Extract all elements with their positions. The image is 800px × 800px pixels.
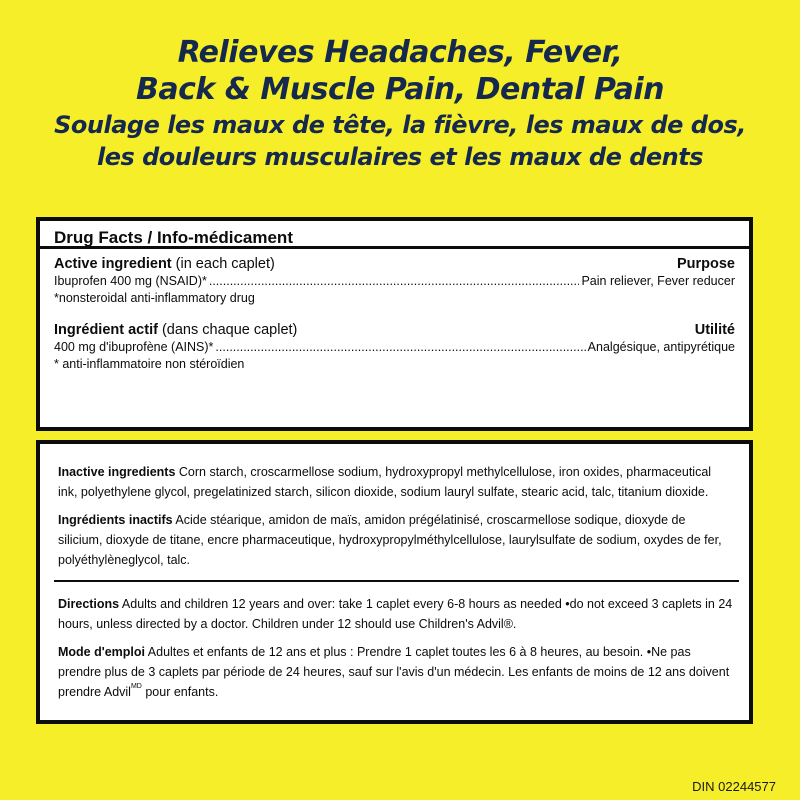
- directions-text-fr: Adultes et enfants de 12 ans et plus : Prendre 1 caplet toutes les 6 à 8 heures, au besoin. •Ne pas prendre plus de 3 caplets par période de 24 heures, sauf sur l'avis d'un médecin. Les enfants de moins de 12 ans doivent prendre Advil: [58, 645, 730, 699]
- active-ingredient-label: Active ingredient: [54, 256, 172, 272]
- headline: [0, 34, 800, 172]
- active-ingredient-note: (in each caplet): [171, 256, 275, 272]
- inactive-ingredients-fr: [58, 510, 733, 570]
- directions-text-fr-end: pour enfants.: [141, 685, 219, 699]
- purpose-label: Purpose: [676, 256, 735, 272]
- inactive-ingredients-text: Corn starch, croscarmellose sodium, hydroxypropyl methylcellulose, iron oxides, pharmaceutical ink, polyethylene glycol, pregelatinized starch, silicon dioxide, sodium lauryl sulfate, stearic acid, talc, titanium dioxide.: [58, 465, 712, 499]
- ingredient-row-fr: [54, 339, 735, 356]
- inactive-ingredients-label: Inactive ingredients: [58, 465, 176, 479]
- inactive-ingredients-text-fr: Acide stéarique, amidon de maïs, amidon prégélatinisé, croscarmellose sodique, dioxyde de silicium, dioxyde de titane, encre pharmaceutique, hydroxypropylméthylcellulose, laurylsulfate de sodium, oxydes de fer, polyéthylèneglycol, talc.: [58, 513, 722, 567]
- active-ingredient-header-fr: [54, 321, 735, 339]
- inactive-ingredients: [58, 462, 733, 502]
- headline-fr-line-1: Soulage les maux de tête, la fièvre, les maux de dos,: [54, 111, 746, 139]
- active-ingredient-header: [54, 255, 735, 273]
- headline-en-line-2: Back & Muscle Pain, Dental Pain: [136, 72, 664, 107]
- details-panel: [36, 440, 753, 724]
- ingredient-footnote: *nonsteroidal anti-inflammatory drug: [54, 291, 255, 305]
- drug-facts-panel: [36, 217, 753, 431]
- ingredient-footnote-fr: * anti-inflammatoire non stéroïdien: [54, 357, 245, 371]
- directions: [58, 594, 733, 634]
- trademark-mark: MD: [130, 683, 142, 690]
- ingredient-name: Ibuprofen 400 mg (NSAID)*: [54, 274, 207, 288]
- din-number: DIN 02244577: [692, 779, 776, 794]
- purpose-label-fr: Utilité: [694, 322, 735, 338]
- headline-en-line-1: Relieves Headaches, Fever,: [177, 35, 623, 70]
- directions-fr: [58, 642, 733, 702]
- active-ingredient-label-fr: Ingrédient actif: [54, 322, 158, 338]
- active-ingredient-note-fr: (dans chaque caplet): [157, 322, 298, 338]
- dot-leader: [209, 273, 580, 290]
- ingredient-purpose-fr: Analgésique, antipyrétique: [587, 340, 735, 354]
- headline-fr-line-2: les douleurs musculaires et les maux de dents: [96, 143, 704, 171]
- ingredient-purpose: Pain reliever, Fever reducer: [581, 274, 735, 288]
- directions-label: Directions: [58, 597, 120, 611]
- inactive-ingredients-label-fr: Ingrédients inactifs: [58, 513, 173, 527]
- directions-text: Adults and children 12 years and over: take 1 caplet every 6-8 hours as needed •do not exceed 3 caplets in 24 hours, unless directed by a doctor. Children under 12 should use Children's Advil®.: [58, 597, 733, 631]
- dot-leader-fr: [215, 339, 585, 356]
- drug-facts-title: Drug Facts / Info-médicament: [40, 221, 749, 249]
- ingredient-row: [54, 273, 735, 290]
- directions-label-fr: Mode d'emploi: [58, 645, 145, 659]
- section-divider: [54, 580, 739, 582]
- ingredient-name-fr: 400 mg d'ibuprofène (AINS)*: [54, 340, 214, 354]
